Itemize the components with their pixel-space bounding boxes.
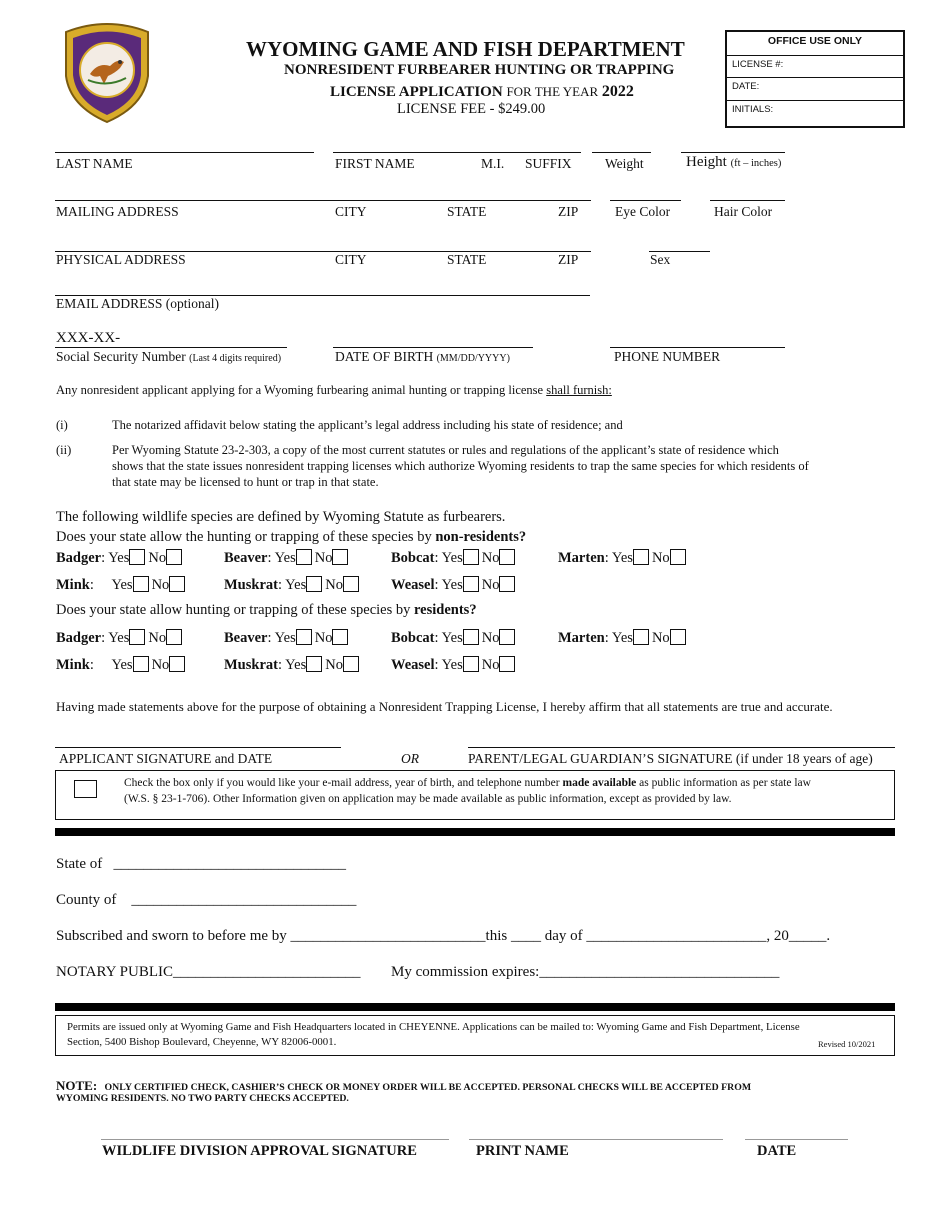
yes-label: Yes [108, 550, 130, 566]
resident-question [56, 602, 477, 619]
nr-bobcat-no-checkbox[interactable] [499, 549, 515, 565]
physical-zip-label: ZIP [558, 252, 579, 267]
height-unit-label: (ft – inches) [730, 158, 782, 169]
r-marten-no-checkbox[interactable] [670, 629, 686, 645]
nr-weasel-row [391, 576, 518, 594]
approval-signature-label: WILDLIFE DIVISION APPROVAL SIGNATURE [102, 1143, 417, 1159]
beaver-label: Beaver [224, 630, 268, 646]
colon: : [89, 657, 94, 673]
nonresident-question-emphasis: non-residents? [435, 529, 527, 545]
form-subtitle-line2 [330, 83, 634, 101]
sex-label: Sex [650, 252, 671, 267]
colon: : [277, 577, 283, 593]
public-info-line2: (W.S. § 23-1-706). Other Information given on application may be made available as public information, except as provided by law. [124, 793, 732, 805]
phone-field[interactable] [610, 347, 785, 348]
public-info-line1 [124, 777, 811, 789]
sworn-by-field[interactable]: __________________________ [290, 928, 486, 944]
r-mink-row [56, 656, 188, 674]
nr-muskrat-yes-checkbox[interactable] [306, 576, 322, 592]
applicant-signature-label: APPLICANT SIGNATURE and DATE [59, 751, 273, 766]
ssn-label-group [56, 349, 281, 365]
weight-label: Weight [605, 156, 644, 171]
mailing-city-label: CITY [335, 204, 367, 219]
month-field[interactable]: ________________________ [586, 928, 767, 944]
nr-beaver-no-checkbox[interactable] [332, 549, 348, 565]
note-line1 [56, 1078, 751, 1094]
mink-label: Mink [56, 577, 90, 593]
no-label: No [151, 577, 170, 593]
r-muskrat-yes-checkbox[interactable] [306, 656, 322, 672]
ssn-note: (Last 4 digits required) [189, 353, 282, 364]
ssn-prefix: XXX-XX- [56, 330, 121, 346]
day-field[interactable]: ____ [510, 928, 541, 944]
dob-format: (MM/DD/YYYY) [436, 353, 510, 364]
weight-field[interactable] [592, 152, 651, 153]
nr-beaver-yes-checkbox[interactable] [296, 549, 312, 565]
yes-label: Yes [441, 550, 463, 566]
nonresident-question-text: Does your state allow the hunting or trapping of these species by [56, 529, 436, 545]
revised-date: Revised 10/2021 [818, 1039, 876, 1049]
nr-badger-no-checkbox[interactable] [166, 549, 182, 565]
department-title: WYOMING GAME AND FISH DEPARTMENT [246, 37, 685, 61]
r-badger-yes-checkbox[interactable] [129, 629, 145, 645]
nr-marten-no-checkbox[interactable] [670, 549, 686, 565]
resident-question-text: Does your state allow hunting or trapping of these species by [56, 602, 414, 618]
nr-bobcat-row [391, 549, 518, 567]
colon: : [434, 630, 439, 646]
notary-public-row [56, 964, 361, 981]
license-year: 2022 [601, 83, 634, 100]
note-text-1: ONLY CERTIFIED CHECK, CASHIER’S CHECK OR MONEY ORDER WILL BE ACCEPTED. PERSONAL CHECKS WILL BE ACCEPTED FROM [104, 1082, 752, 1093]
r-beaver-row [224, 629, 351, 647]
commission-field[interactable]: ________________________________ [539, 964, 780, 980]
hair-color-field[interactable] [710, 200, 785, 201]
dob-label: DATE OF BIRTH [335, 349, 434, 364]
species-defined-text: The following wildlife species are defined by Wyoming Statute as furbearers. [56, 509, 506, 525]
nr-mink-row [56, 576, 188, 594]
marten-label: Marten [558, 630, 605, 646]
r-badger-row [56, 629, 185, 647]
year-prefix: , 20 [766, 928, 789, 944]
no-label: No [651, 550, 670, 566]
requirements-intro [56, 383, 612, 398]
commission-label: My commission expires: [391, 964, 540, 980]
yes-label: Yes [285, 577, 307, 593]
note-label: NOTE: [56, 1078, 98, 1093]
yes-label: Yes [274, 630, 296, 646]
notary-state-label: State of [56, 856, 103, 872]
first-name-field[interactable] [333, 152, 581, 153]
sworn-label: Subscribed and sworn to before me by [56, 928, 291, 944]
notary-public-label: NOTARY PUBLIC [56, 964, 174, 980]
yes-label: Yes [108, 630, 130, 646]
no-label: No [481, 657, 500, 673]
office-use-box [725, 30, 905, 128]
yes-label: Yes [441, 630, 463, 646]
yes-label: Yes [111, 577, 133, 593]
office-license-field[interactable]: LICENSE #: [727, 55, 903, 78]
notary-public-field[interactable]: _________________________ [173, 964, 361, 980]
height-label: Height [686, 154, 727, 170]
application-label: LICENSE APPLICATION [330, 84, 503, 100]
yes-label: Yes [111, 657, 133, 673]
colon: : [434, 577, 439, 593]
hair-color-label: Hair Color [714, 204, 773, 219]
muskrat-label: Muskrat [224, 657, 278, 673]
commission-row [391, 964, 779, 981]
beaver-label: Beaver [224, 550, 268, 566]
yes-label: Yes [441, 577, 463, 593]
shall-furnish: shall furnish: [546, 383, 612, 397]
mailing-zip-label: ZIP [558, 204, 579, 219]
badger-label: Badger [56, 550, 102, 566]
r-marten-yes-checkbox[interactable] [633, 629, 649, 645]
for-year-label: FOR THE YEAR [506, 84, 599, 99]
bobcat-label: Bobcat [391, 630, 435, 646]
notary-state-row [56, 856, 346, 873]
eye-color-field[interactable] [610, 200, 681, 201]
mailing-address-field[interactable] [55, 200, 591, 201]
r-marten-row [558, 629, 689, 647]
no-label: No [314, 630, 333, 646]
colon: : [604, 550, 609, 566]
nr-bobcat-yes-checkbox[interactable] [463, 549, 479, 565]
year-field[interactable]: _____. [788, 928, 831, 944]
applicant-signature-field[interactable] [55, 747, 341, 748]
colon: : [277, 657, 283, 673]
notary-county-row [56, 892, 356, 909]
colon: : [101, 550, 106, 566]
mailing-state-label: STATE [447, 204, 487, 219]
r-weasel-yes-checkbox[interactable] [463, 656, 479, 672]
r-bobcat-yes-checkbox[interactable] [463, 629, 479, 645]
yes-label: Yes [274, 550, 296, 566]
requirement-ii-line2: shows that the state issues nonresident trapping licenses which authorize Wyoming residents to trap the same species for which residents of [112, 459, 809, 473]
middle-initial-label: M.I. [481, 156, 505, 171]
notary-state-field[interactable]: _______________________________ [113, 856, 346, 872]
nr-mink-no-checkbox[interactable] [169, 576, 185, 592]
phone-label: PHONE NUMBER [614, 349, 721, 364]
marten-label: Marten [558, 550, 605, 566]
department-seal-icon [60, 18, 154, 124]
colon: : [89, 577, 94, 593]
notary-county-field[interactable]: ______________________________ [131, 892, 357, 908]
colon: : [434, 550, 439, 566]
nonresident-question [56, 529, 526, 546]
dob-label-group [335, 349, 510, 365]
physical-address-label: PHYSICAL ADDRESS [56, 252, 186, 267]
approval-date-label: DATE [757, 1143, 797, 1159]
requirement-i-text: The notarized affidavit below stating the applicant’s legal address including his state of residence; and [112, 418, 623, 432]
r-mink-no-checkbox[interactable] [169, 656, 185, 672]
notary-county-label: County of [56, 892, 117, 908]
eye-color-label: Eye Color [615, 204, 671, 219]
no-label: No [151, 657, 170, 673]
office-initials-field[interactable]: INITIALS: [727, 100, 903, 123]
requirements-intro-text: Any nonresident applicant applying for a Wyoming furbearing animal hunting or trapping license [56, 383, 547, 397]
height-field[interactable] [681, 152, 785, 153]
section-divider-2 [55, 1003, 895, 1011]
yes-label: Yes [611, 630, 633, 646]
nr-marten-row [558, 549, 689, 567]
date-of-birth-field[interactable] [333, 347, 533, 348]
office-date-field[interactable]: DATE: [727, 77, 903, 100]
nr-muskrat-row [224, 576, 362, 594]
nr-weasel-no-checkbox[interactable] [499, 576, 515, 592]
public-info-text-a: Check the box only if you would like your e-mail address, year of birth, and telephone number [124, 777, 563, 789]
no-label: No [651, 630, 670, 646]
nr-marten-yes-checkbox[interactable] [633, 549, 649, 565]
r-muskrat-no-checkbox[interactable] [343, 656, 359, 672]
guardian-signature-label: PARENT/LEGAL GUARDIAN’S SIGNATURE (if under 18 years of age) [468, 751, 873, 766]
no-label: No [481, 630, 500, 646]
no-label: No [481, 550, 500, 566]
public-info-emphasis: made available [562, 777, 637, 789]
affirmation-text: Having made statements above for the purpose of obtaining a Nonresident Trapping License, I hereby affirm that all statements are true and accurate. [56, 699, 833, 714]
public-info-text-c: as public information as per state law [636, 777, 811, 789]
height-label-group [686, 154, 781, 171]
resident-question-emphasis: residents? [414, 602, 477, 618]
section-divider [55, 828, 895, 836]
badger-label: Badger [56, 630, 102, 646]
weasel-label: Weasel [391, 577, 435, 593]
last-name-label: LAST NAME [56, 156, 133, 171]
nr-badger-yes-checkbox[interactable] [129, 549, 145, 565]
no-label: No [325, 657, 343, 673]
no-label: No [148, 630, 167, 646]
r-badger-no-checkbox[interactable] [166, 629, 182, 645]
mink-label: Mink [56, 657, 90, 673]
requirement-ii-number: (ii) [56, 443, 72, 457]
yes-label: Yes [441, 657, 463, 673]
this-label: this [485, 928, 508, 944]
r-bobcat-no-checkbox[interactable] [499, 629, 515, 645]
permits-line1: Permits are issued only at Wyoming Game and Fish Headquarters located in CHEYENNE. Applications can be mailed to: Wyoming Game and Fish Department, License [67, 1021, 800, 1033]
weasel-label: Weasel [391, 657, 435, 673]
office-use-title: OFFICE USE ONLY [767, 35, 863, 47]
approval-date-field[interactable] [745, 1139, 848, 1140]
ssn-field[interactable] [55, 347, 287, 348]
r-weasel-row [391, 656, 518, 674]
nr-weasel-yes-checkbox[interactable] [463, 576, 479, 592]
physical-city-label: CITY [335, 252, 367, 267]
colon: : [101, 630, 106, 646]
yes-label: Yes [285, 657, 307, 673]
approval-signature-field[interactable] [101, 1139, 449, 1140]
first-name-label: FIRST NAME [335, 156, 415, 171]
requirement-ii-line3: that state may be licensed to hunt or trap in that state. [112, 475, 379, 489]
last-name-field[interactable] [55, 152, 314, 153]
colon: : [434, 657, 439, 673]
guardian-signature-field[interactable] [468, 747, 895, 748]
colon: : [267, 630, 272, 646]
nr-beaver-row [224, 549, 351, 567]
r-bobcat-row [391, 629, 518, 647]
no-label: No [325, 577, 343, 593]
r-weasel-no-checkbox[interactable] [499, 656, 515, 672]
day-of-label: day of [544, 928, 583, 944]
no-label: No [481, 577, 500, 593]
r-mink-yes-checkbox[interactable] [133, 656, 149, 672]
r-beaver-yes-checkbox[interactable] [296, 629, 312, 645]
or-label: OR [401, 751, 419, 766]
public-info-checkbox[interactable] [74, 780, 97, 798]
nr-badger-row [56, 549, 185, 567]
yes-label: Yes [611, 550, 633, 566]
email-label: EMAIL ADDRESS (optional) [56, 296, 219, 311]
ssn-label: Social Security Number [56, 349, 186, 364]
r-beaver-no-checkbox[interactable] [332, 629, 348, 645]
r-muskrat-row [224, 656, 362, 674]
requirement-i-number: (i) [56, 418, 68, 432]
muskrat-label: Muskrat [224, 577, 278, 593]
requirement-ii-line1: Per Wyoming Statute 23-2-303, a copy of the most current statutes or rules and regulations of the applicant’s state of residence which [112, 443, 779, 457]
suffix-label: SUFFIX [525, 156, 572, 171]
print-name-label: PRINT NAME [476, 1143, 569, 1159]
print-name-field[interactable] [469, 1139, 723, 1140]
permits-line2: Section, 5400 Bishop Boulevard, Cheyenne, WY 82006-0001. [67, 1036, 337, 1048]
physical-state-label: STATE [447, 252, 487, 267]
department-logo [60, 18, 154, 124]
no-label: No [148, 550, 167, 566]
note-line2: WYOMING RESIDENTS. NO TWO PARTY CHECKS ACCEPTED. [56, 1093, 349, 1104]
mailing-address-label: MAILING ADDRESS [56, 204, 179, 219]
notary-sworn-row [56, 928, 830, 945]
license-fee: LICENSE FEE - $249.00 [397, 101, 546, 117]
no-label: No [314, 550, 333, 566]
nr-mink-yes-checkbox[interactable] [133, 576, 149, 592]
colon: : [267, 550, 272, 566]
form-subtitle: NONRESIDENT FURBEARER HUNTING OR TRAPPING [284, 62, 675, 78]
colon: : [604, 630, 609, 646]
bobcat-label: Bobcat [391, 550, 435, 566]
nr-muskrat-no-checkbox[interactable] [343, 576, 359, 592]
